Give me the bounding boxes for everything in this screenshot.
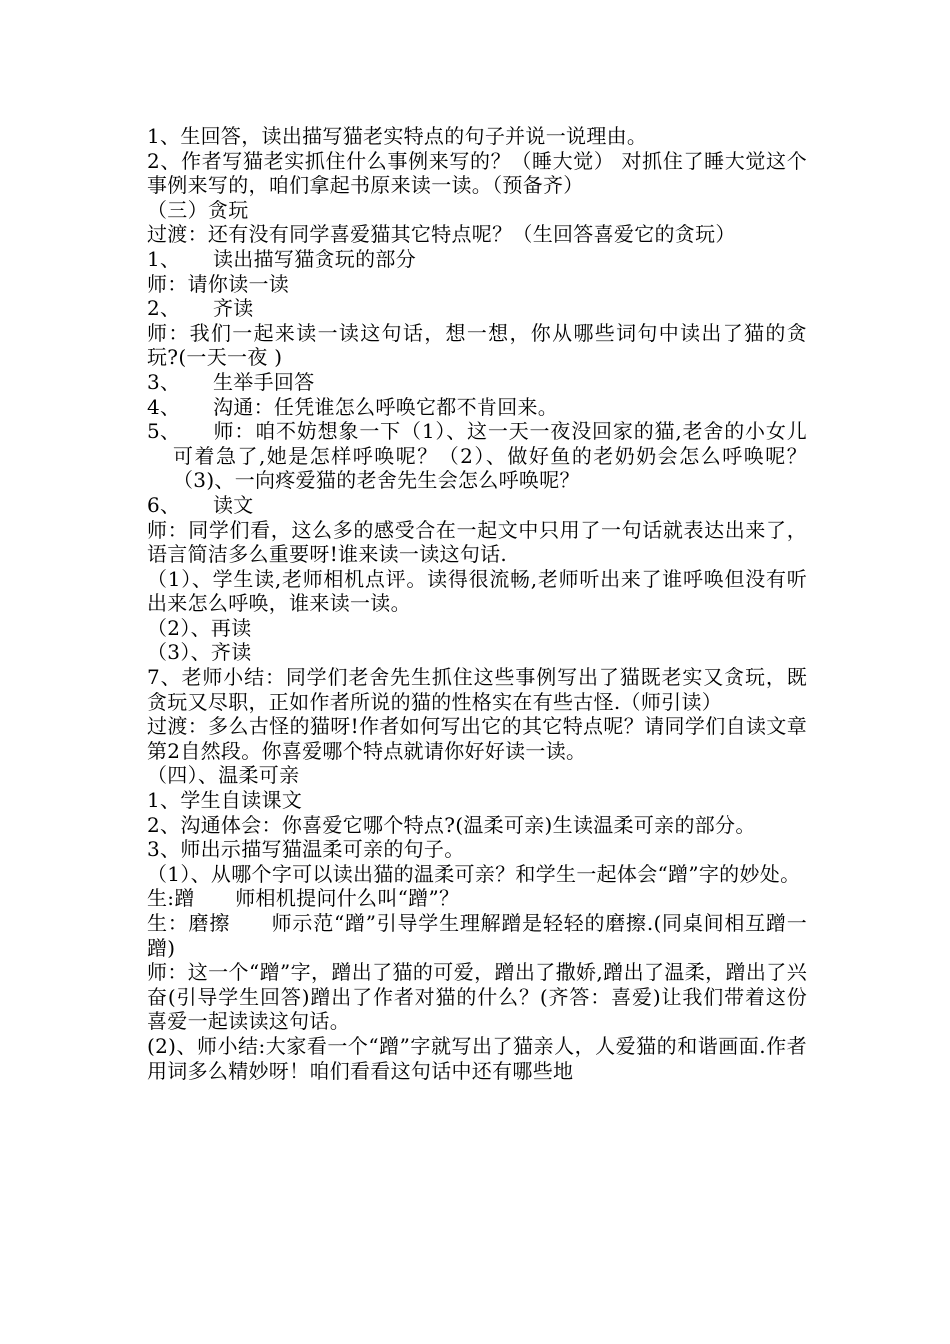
item-number: 6、	[147, 492, 181, 517]
paragraph: 1、生回答，读出描写猫老实特点的句子并说一说理由。	[147, 124, 648, 148]
paragraph: 师：请你读一读	[147, 271, 290, 296]
paragraph: （1）、从哪个字可以读出猫的温柔可亲？和学生一起体会“蹭”字的妙处。	[147, 861, 801, 886]
item-text: 齐读	[213, 296, 254, 321]
item-text: 读出描写猫贪玩的部分	[213, 246, 416, 271]
paragraph: （2）、再读	[147, 615, 252, 640]
paragraph: 3、师出示描写猫温柔可亲的句子。	[147, 837, 465, 862]
paragraph: 过渡：还有没有同学喜爱猫其它特点呢？（生回答喜爱它的贪玩）	[147, 222, 736, 247]
paragraph: 师：这一个“蹭”字，蹭出了猫的可爱，蹭出了撒娇,蹭出了温柔，蹭出了兴奋(引导学生回答)蹭出了作者对猫的什么？(齐答：喜爱)让我们带着这份喜爱一起读读这句话。	[147, 960, 807, 1034]
numbered-item	[147, 370, 807, 395]
section-heading: （三）贪玩	[147, 197, 249, 222]
paragraph: 师：同学们看，这么多的感受合在一起文中只用了一句话就表达出来了，语言简洁多么重要呀!谁来读一读这句话.	[147, 517, 807, 567]
item-number: 1、	[147, 246, 181, 271]
paragraph: 7、老师小结：同学们老舍先生抓住这些事例写出了猫既老实又贪玩，既贪玩又尽职，正如作者所说的猫的性格实在有些古怪.（师引读）	[147, 665, 807, 714]
paragraph: 1、学生自读课文	[147, 788, 303, 813]
paragraph: （1）、学生读,老师相机点评。读得很流畅,老师听出来了谁呼唤但没有听出来怎么呼唤，谁来读一读。	[147, 566, 807, 616]
item-number: 4、	[147, 394, 181, 419]
paragraph: 生:蹭 师相机提问什么叫“蹭”？	[147, 886, 460, 911]
item-text: 沟通：任凭谁怎么呼唤它都不肯回来。	[213, 394, 559, 419]
item-text: 师：咱不妨想象一下（1）、这一天一夜没回家的猫,老舍的小女儿可着急了,她是怎样呼唤呢？（2）、做好鱼的老奶奶会怎么呼唤呢？（3)、一向疼爱猫的老舍先生会怎么呼唤呢？	[173, 419, 807, 493]
item-number: 5、	[147, 419, 181, 444]
paragraph: 师：我们一起来读一读这句话，想一想，你从哪些词句中读出了猫的贪玩?(一天一夜 )	[147, 320, 807, 370]
item-number: 2、	[147, 296, 181, 321]
numbered-item	[147, 296, 807, 321]
item-text: 读文	[213, 492, 254, 517]
item-text: 生举手回答	[213, 369, 315, 394]
numbered-item	[147, 395, 807, 420]
numbered-item	[147, 493, 807, 518]
numbered-item	[147, 419, 807, 493]
paragraph: （3）、齐读	[147, 640, 252, 665]
document-body	[147, 124, 807, 1083]
paragraph: 过渡：多么古怪的猫呀!作者如何写出它的其它特点呢？请同学们自读文章第2自然段。你喜爱哪个特点就请你好好读一读。	[147, 714, 807, 763]
numbered-item	[147, 247, 807, 272]
paragraph: 2、沟通体会：你喜爱它哪个特点?(温柔可亲)生读温柔可亲的部分。	[147, 812, 756, 837]
section-heading: （四）、温柔可亲	[147, 763, 300, 788]
paragraph: 2、作者写猫老实抓住什么事例来写的？（睡大觉） 对抓住了睡大觉这个事例来写的，咱们拿起书原来读一读。（预备齐）	[147, 148, 807, 198]
item-number: 3、	[147, 369, 181, 394]
paragraph: 生：磨擦 师示范“蹭”引导学生理解蹭是轻轻的磨擦.(同桌间相互蹭一蹭)	[147, 911, 807, 960]
paragraph: (2)、师小结:大家看一个“蹭”字就写出了猫亲人，人爱猫的和谐画面.作者用词多么精妙呀！咱们看看这句话中还有哪些地	[147, 1033, 807, 1083]
